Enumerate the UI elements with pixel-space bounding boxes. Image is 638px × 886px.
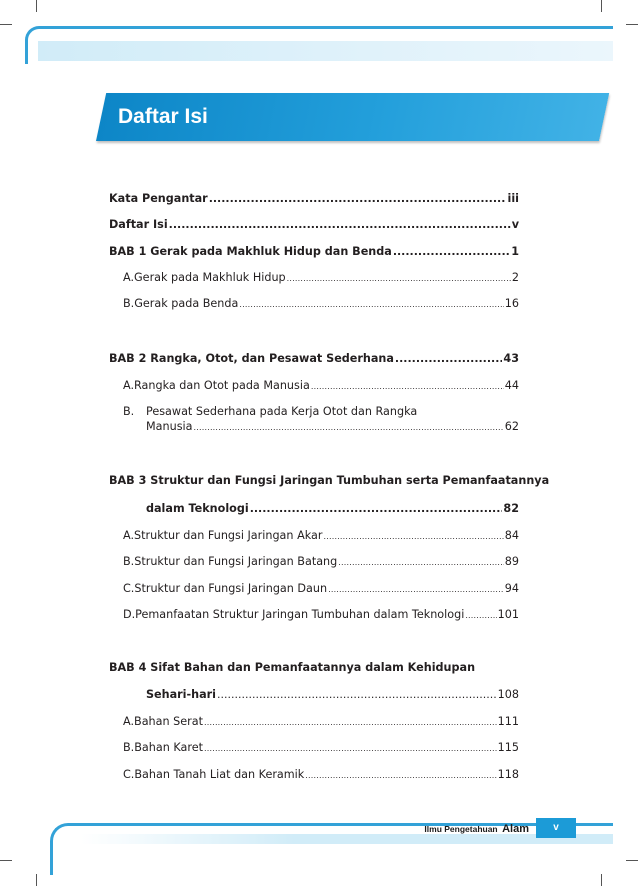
- crop-mark: [601, 874, 602, 886]
- crop-mark: [626, 24, 638, 25]
- toc-section[interactable]: A. Bahan Serat ..... 111: [123, 715, 519, 730]
- toc-section[interactable]: B. Struktur dan Fungsi Jaringan Batang ..... 89: [123, 555, 519, 570]
- toc-chapter-continuation[interactable]: dalam Teknologi ..... 82: [146, 502, 519, 516]
- toc-section[interactable]: A. Gerak pada Makhluk Hidup ..... 2: [123, 271, 519, 286]
- toc-chapter-4[interactable]: BAB 4 Sifat Bahan dan Pemanfaatannya dalam Kehidupan: [109, 661, 476, 674]
- toc-entry-daftar-isi[interactable]: Daftar Isi ..... v: [109, 218, 519, 232]
- toc-section[interactable]: A. Rangka dan Otot pada Manusia ..... 44: [123, 379, 519, 394]
- toc-chapter-continuation[interactable]: Sehari-hari ..... 108: [146, 688, 519, 702]
- footer-book-title: Ilmu Pengetahuan Alam: [424, 823, 529, 835]
- toc-section[interactable]: D. Pemanfaatan Struktur Jaringan Tumbuhan dalam Teknologi ..... 101: [123, 608, 519, 623]
- crop-mark: [36, 874, 37, 886]
- crop-mark: [601, 0, 602, 12]
- toc-section-continuation[interactable]: Manusia ..... 62: [146, 420, 519, 435]
- toc-chapter-3[interactable]: BAB 3 Struktur dan Fungsi Jaringan Tumbuhan serta Pemanfaatannya: [109, 474, 550, 487]
- header-decoration: [25, 26, 613, 64]
- toc-section[interactable]: C. Bahan Tanah Liat dan Keramik ..... 118: [123, 768, 519, 783]
- toc-section[interactable]: A. Struktur dan Fungsi Jaringan Akar ..... 84: [123, 529, 519, 544]
- toc-section[interactable]: B. Bahan Karet ..... 115: [123, 741, 519, 756]
- toc-entry-kata-pengantar[interactable]: Kata Pengantar ..... iii: [109, 192, 519, 206]
- toc-chapter-1[interactable]: BAB 1 Gerak pada Makhluk Hidup dan Benda ..... 1: [109, 245, 519, 259]
- toc-chapter-2[interactable]: BAB 2 Rangka, Otot, dan Pesawat Sederhana ..... 43: [109, 352, 519, 366]
- crop-mark: [0, 860, 12, 861]
- toc-section[interactable]: C. Struktur dan Fungsi Jaringan Daun ..... 94: [123, 582, 519, 597]
- page-title: Daftar Isi: [118, 105, 208, 128]
- crop-mark: [0, 24, 12, 25]
- crop-mark: [36, 0, 37, 12]
- crop-mark: [626, 860, 638, 861]
- page-number: v: [536, 818, 576, 838]
- toc-section[interactable]: B. Gerak pada Benda ..... 16: [123, 297, 519, 312]
- toc-section-line[interactable]: B. Pesawat Sederhana pada Kerja Otot dan Rangka: [123, 405, 418, 418]
